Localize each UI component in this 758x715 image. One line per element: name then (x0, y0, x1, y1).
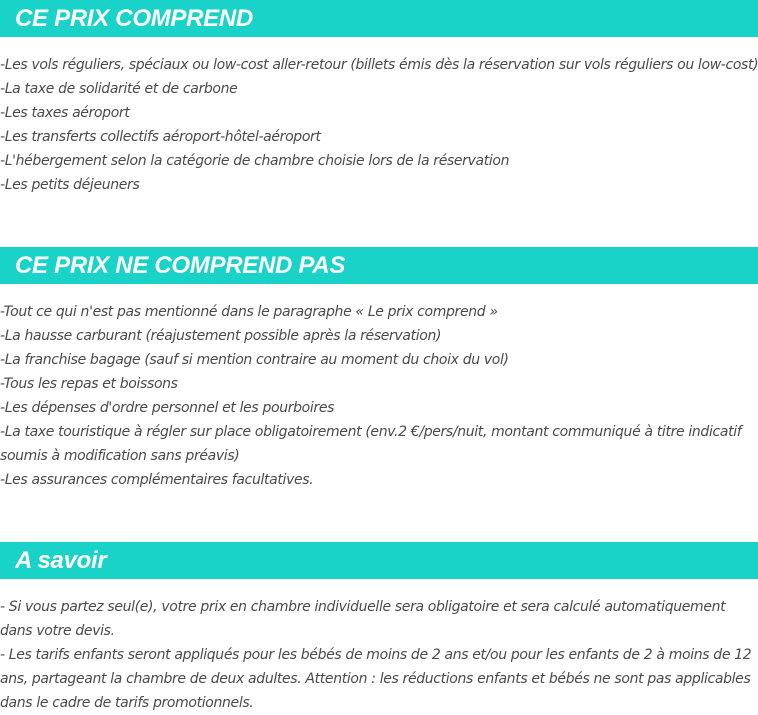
list-item: - Si vous partez seul(e), votre prix en chambre individuelle sera obligatoire et sera calculé automatiquement dans votre devis. (0, 599, 726, 639)
list-item: -Les dépenses d'ordre personnel et les pourboires (0, 400, 335, 416)
list-item: -La franchise bagage (sauf si mention contraire au moment du choix du vol) (0, 352, 509, 368)
list-item: -Tous les repas et boissons (0, 376, 178, 392)
list-item: -La taxe touristique à régler sur place obligatoirement (env.2 €/pers/nuit, montant communiqué à titre indicatif soumis à modification sans préavis) (0, 424, 742, 464)
list-item: -Les transferts collectifs aéroport-hôtel-aéroport (0, 129, 321, 145)
list-item: -L'hébergement selon la catégorie de chambre choisie lors de la réservation (0, 153, 510, 169)
list-item: -Les assurances complémentaires facultatives. (0, 472, 314, 488)
list-item: -Tout ce qui n'est pas mentionné dans le paragraphe « Le prix comprend » (0, 304, 498, 320)
excludes-list (0, 300, 758, 492)
section-title-good-to-know: A savoir (0, 542, 758, 579)
list-item: -Les vols réguliers, spéciaux ou low-cost aller-retour (billets émis dès la réservation sur vols réguliers ou low-cost) (0, 57, 758, 73)
list-item: -La taxe de solidarité et de carbone (0, 81, 238, 97)
section-title-includes: CE PRIX COMPREND (0, 0, 758, 37)
list-item: -Les taxes aéroport (0, 105, 130, 121)
list-item: - Les tarifs enfants seront appliqués pour les bébés de moins de 2 ans et/ou pour les enfants de 2 à moins de 12 ans, partageant la chambre de deux adultes. Attention : les réductions enfants et bébés ne sont pas applicables dans le cadre de tarifs promotionnels. (0, 647, 752, 711)
list-item: -La hausse carburant (réajustement possible après la réservation) (0, 328, 442, 344)
includes-list (0, 53, 758, 197)
good-to-know-list (0, 595, 758, 715)
section-title-excludes: CE PRIX NE COMPREND PAS (0, 247, 758, 284)
list-item: -Les petits déjeuners (0, 177, 140, 193)
